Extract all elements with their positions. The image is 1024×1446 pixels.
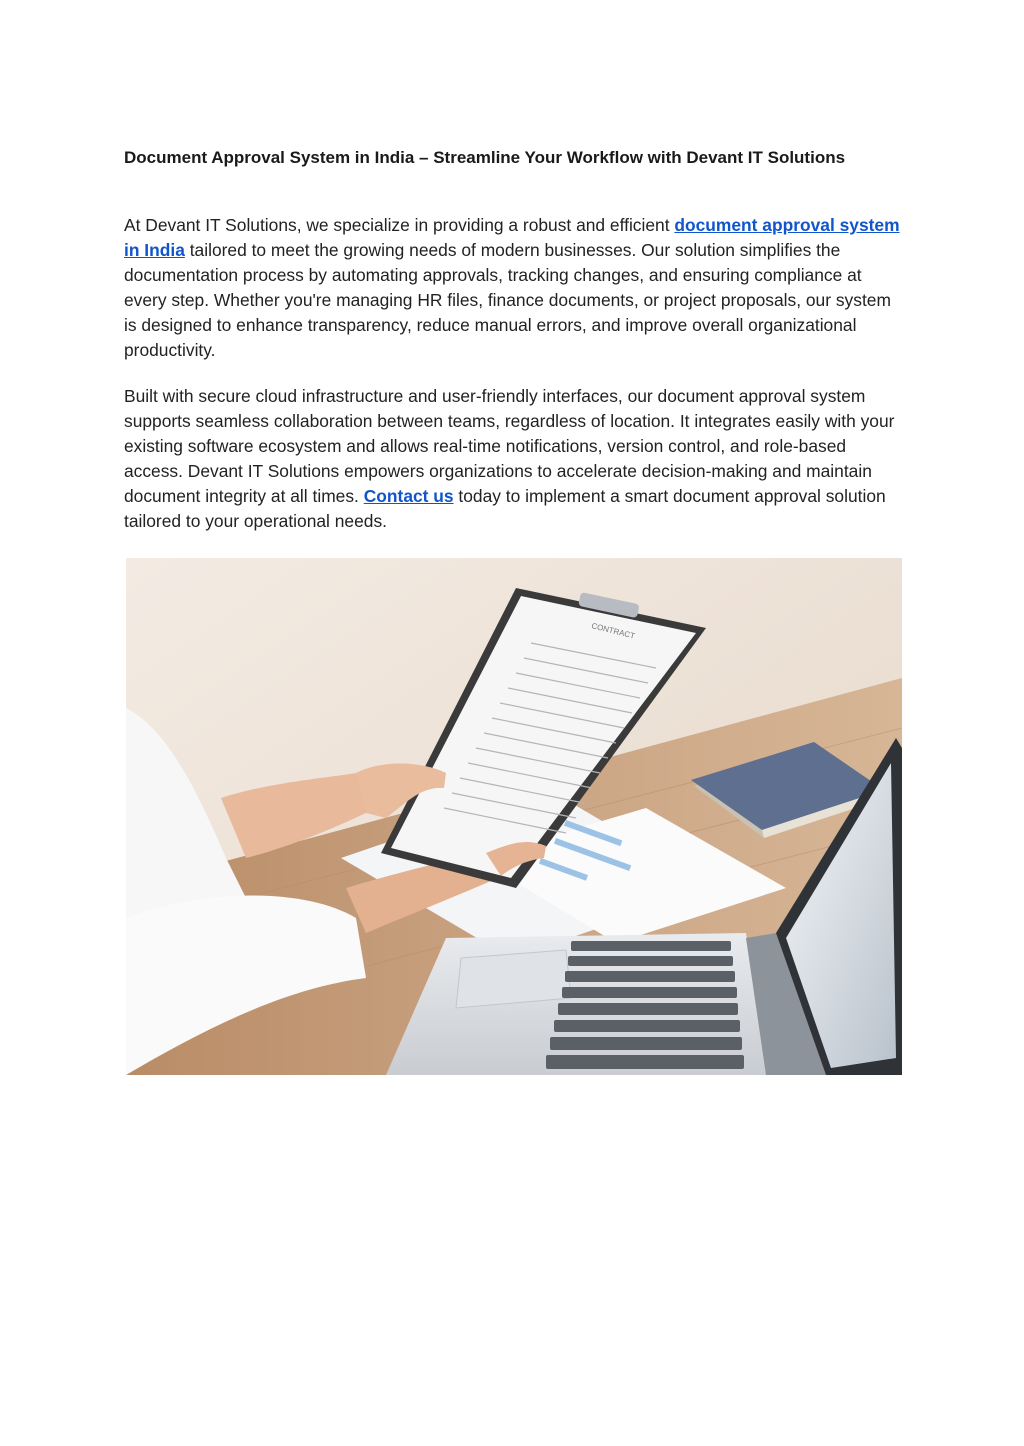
document-approval-link[interactable]: document approval system in India [124,215,900,260]
paragraph-features-text-start: Built with secure cloud infrastructure and user-friendly interfaces, our document approval system supports seamless collaboration between teams, regardless of location. It integrates easily with your existing software ecosystem and allows real-time notifications, version control, and role-based access. Devant IT Solutions empowers organizations to accelerate decision-making and maintain document integrity at all times. [124,386,895,506]
paragraph-features [124,384,904,534]
office-document-photo [126,558,902,1075]
paragraph-intro-text-start: At Devant IT Solutions, we specialize in providing a robust and efficient [124,215,675,235]
clipboard-heading: CONTRACT [590,621,636,641]
paragraph-intro [124,213,904,363]
contact-us-link[interactable]: Contact us [363,486,454,506]
paragraph-features-text-end: today to implement a smart document approval solution tailored to your operational needs. [124,486,886,531]
document-title: Document Approval System in India – Streamline Your Workflow with Devant IT Solutions [124,148,846,167]
paragraph-intro-text-end: tailored to meet the growing needs of modern businesses. Our solution simplifies the documentation process by automating approvals, tracking changes, and ensuring compliance at every step. Whether you're managing HR files, finance documents, or project proposals, our system is designed to enhance transparency, reduce manual errors, and improve overall organizational productivity. [124,240,891,360]
